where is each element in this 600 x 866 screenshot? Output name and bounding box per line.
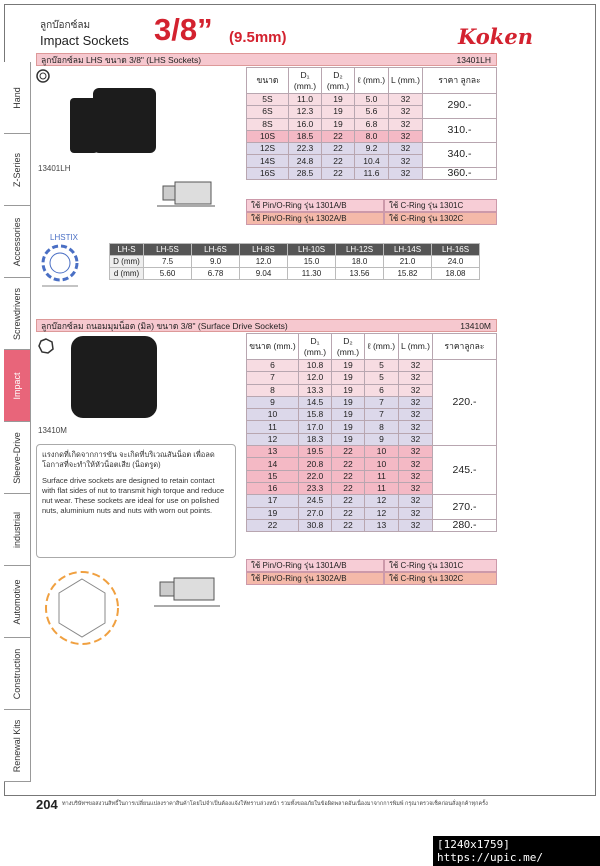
table-cell: 15.82 [384, 268, 432, 280]
table-cell: 10 [247, 409, 299, 421]
table-cell: 32 [399, 495, 433, 507]
s2-h3: ℓ (mm.) [365, 334, 399, 360]
table-cell: Accessories [12, 217, 22, 266]
table-cell: 5 [365, 372, 399, 384]
table-cell: industrial [12, 511, 22, 548]
table-cell: LH-8S [240, 244, 288, 256]
table-cell: 9.2 [355, 143, 389, 155]
table-cell: LH-6S [192, 244, 240, 256]
table-cell: 5.60 [144, 268, 192, 280]
section1-code: 13401LH [456, 55, 491, 65]
s2-h2: D₂ (mm.) [332, 334, 365, 360]
table-cell: 32 [389, 106, 423, 118]
price: 280.- [433, 519, 497, 531]
table-cell: 7 [247, 372, 299, 384]
table-cell: 24.8 [289, 155, 322, 167]
side-tab-impact[interactable] [4, 350, 31, 422]
header-title-th: ลูกบ๊อกซ์ลม [40, 20, 91, 31]
side-tab-accessories[interactable] [4, 206, 31, 278]
price: 310.- [423, 118, 497, 143]
footer-disclaimer: ทางบริษัทฯขอสงวนสิทธิ์ในการเปลี่ยนแปลงราคาสินค้าโดยไม่จำเป็นต้องแจ้งให้ทราบล่วงหน้า รวมทั้งขออภัยในข้อผิดพลาดอันเนื่องมาจากการพิมพ์ กรุณาตรวจเช็คก่อนสั่งลูกค้าทุกครั้ง [62, 801, 488, 807]
s1-h2: D₂ (mm.) [322, 68, 355, 94]
resolution-watermark: [1240x1759] https://upic.me/ [433, 836, 600, 866]
table-cell: 14S [247, 155, 289, 167]
table-cell: 22 [332, 458, 365, 470]
table-cell: 22 [332, 482, 365, 494]
price: 220.- [433, 360, 497, 446]
lhs-profile-icon [36, 68, 50, 84]
table-cell: 11.6 [355, 167, 389, 179]
side-tab-automotive[interactable] [4, 566, 31, 638]
table-row [247, 519, 497, 531]
table-cell: 32 [399, 507, 433, 519]
s1-h3: ℓ (mm.) [355, 68, 389, 94]
table-cell: 10S [247, 130, 289, 142]
surface-drive-profile-icon [37, 337, 55, 355]
table-cell: LH-10S [288, 244, 336, 256]
price: 245.- [433, 446, 497, 495]
s2-note-1: ใช้ C-Ring รุ่น 1301C [384, 559, 497, 572]
section1-title: ลูกบ๊อกซ์ลม LHS ขนาด 3/8" (LHS Sockets) [41, 55, 202, 65]
header-title-en: Impact Sockets [40, 33, 129, 48]
table-cell: Sleeve-Drive [12, 431, 22, 484]
table-cell: 22.0 [299, 470, 332, 482]
s1-note-3: ใช้ C-Ring รุ่น 1302C [384, 212, 497, 225]
table-cell: 12.3 [289, 106, 322, 118]
table-cell: 32 [389, 130, 423, 142]
section2-code: 13410M [460, 321, 491, 331]
table-cell: 8.0 [355, 130, 389, 142]
table-cell: 27.0 [299, 507, 332, 519]
table-row [247, 143, 497, 155]
table-cell: 32 [399, 396, 433, 408]
table-cell: 32 [389, 143, 423, 155]
table-cell: Screwdrivers [12, 287, 22, 340]
section2-table [246, 333, 497, 532]
price: 270.- [433, 495, 497, 520]
table-cell: 19 [322, 118, 355, 130]
table-cell: Z-Series [12, 152, 22, 187]
table-cell: 6S [247, 106, 289, 118]
lhs-socket-image [93, 88, 156, 153]
table-cell: 23.3 [299, 482, 332, 494]
table-cell: 12.0 [240, 256, 288, 268]
page-number: 204 [36, 797, 58, 812]
table-cell: Impact [12, 371, 22, 400]
table-cell: 22 [322, 167, 355, 179]
section1-bar [36, 53, 497, 66]
table-cell: LH-5S [144, 244, 192, 256]
table-cell: 10.4 [355, 155, 389, 167]
table-cell: 32 [399, 446, 433, 458]
side-tab-construction[interactable] [4, 638, 31, 710]
lhstix-profile-icon [38, 241, 86, 293]
description-th: แรงกดที่เกิดจากการขัน จะเกิดที่บริเวณสันน็อต เพื่อลดโอกาสที่จะทำให้หัวน็อตเสีย (น็อตรูด) [42, 450, 215, 469]
table-cell: 32 [399, 519, 433, 531]
table-cell: 12S [247, 143, 289, 155]
side-tab-renewal-kits[interactable] [4, 710, 31, 782]
brand-logo: Koken [458, 24, 533, 49]
table-cell: 22 [332, 446, 365, 458]
side-tab-screwdrivers[interactable] [4, 278, 31, 350]
table-cell: 22 [332, 519, 365, 531]
lhstix-table [109, 243, 480, 280]
table-cell: 8S [247, 118, 289, 130]
table-cell: 19 [322, 106, 355, 118]
table-row [247, 94, 497, 106]
table-cell: 19 [332, 421, 365, 433]
table-cell: 10 [365, 446, 399, 458]
table-cell: 18.0 [336, 256, 384, 268]
table-cell: 21.0 [384, 256, 432, 268]
table-cell: 16 [247, 482, 299, 494]
table-cell: 30.8 [299, 519, 332, 531]
s2-note-0: ใช้ Pin/O-Ring รุ่น 1301A/B [246, 559, 384, 572]
table-cell: 13.56 [336, 268, 384, 280]
s1-h0: ขนาด [247, 68, 289, 94]
table-cell: 32 [399, 384, 433, 396]
description-en: Surface drive sockets are designed to retain contact with flat sides of nut to transmit high torque and reduce nut wear. These sockets are ideal for use on polished nuts, aluminium nuts and nuts with worn out points. [42, 476, 225, 515]
table-cell: 14 [247, 458, 299, 470]
table-row [247, 118, 497, 130]
table-cell: 18.08 [432, 268, 480, 280]
table-cell: 7.5 [144, 256, 192, 268]
s2-h4: L (mm.) [399, 334, 433, 360]
table-cell: 5.0 [355, 94, 389, 106]
lhstix-label: LHSTIX [50, 233, 79, 242]
table-cell: 6 [365, 384, 399, 396]
table-cell: 15 [247, 470, 299, 482]
price: 360.- [423, 167, 497, 179]
table-cell: 19 [322, 94, 355, 106]
table-cell: 17 [247, 495, 299, 507]
side-tab-z-series[interactable] [4, 134, 31, 206]
table-cell: 13 [247, 446, 299, 458]
table-cell: 32 [389, 167, 423, 179]
section1-image-label: 13401LH [38, 164, 71, 173]
table-cell: 11 [365, 482, 399, 494]
table-cell: 12.0 [299, 372, 332, 384]
table-cell: 24.0 [432, 256, 480, 268]
table-cell: 32 [399, 421, 433, 433]
table-cell: 22 [322, 143, 355, 155]
table-cell: 32 [389, 94, 423, 106]
table-cell: 32 [399, 470, 433, 482]
table-cell: 12 [365, 507, 399, 519]
table-cell: 32 [389, 118, 423, 130]
table-cell: 11.30 [288, 268, 336, 280]
table-cell: 7 [365, 396, 399, 408]
table-cell: 32 [399, 360, 433, 372]
table-cell: 17.0 [299, 421, 332, 433]
table-row [247, 495, 497, 507]
table-cell: 11 [365, 470, 399, 482]
s2-note-2: ใช้ Pin/O-Ring รุ่น 1302A/B [246, 572, 384, 585]
table-cell: 24.5 [299, 495, 332, 507]
s1-h1: D₁ (mm.) [289, 68, 322, 94]
price: 290.- [423, 94, 497, 119]
table-cell: 8 [365, 421, 399, 433]
lhs-socket-diagram [155, 176, 225, 212]
table-cell: 19 [332, 372, 365, 384]
table-cell: 22 [332, 495, 365, 507]
table-cell: 19 [332, 433, 365, 445]
table-cell: LH-12S [336, 244, 384, 256]
s1-note-2: ใช้ Pin/O-Ring รุ่น 1302A/B [246, 212, 384, 225]
table-cell: 22 [332, 470, 365, 482]
table-cell: 15.0 [288, 256, 336, 268]
description-box [36, 444, 236, 558]
table-cell: 32 [389, 155, 423, 167]
lhs-socket-image-front [70, 98, 98, 153]
s1-note-0: ใช้ Pin/O-Ring รุ่น 1301A/B [246, 199, 384, 212]
table-cell: 12 [365, 495, 399, 507]
table-cell: 7 [365, 409, 399, 421]
table-cell: 11 [247, 421, 299, 433]
section2-image-label: 13410M [38, 426, 67, 435]
table-cell: 32 [399, 458, 433, 470]
table-cell: 32 [399, 482, 433, 494]
table-cell: LH-S [110, 244, 144, 256]
s1-h4: L (mm.) [389, 68, 423, 94]
table-cell: 19 [247, 507, 299, 519]
table-cell: 10.8 [299, 360, 332, 372]
table-cell: 22 [322, 155, 355, 167]
s2-h0: ขนาด (mm.) [247, 334, 299, 360]
section2-title: ลูกบ๊อกซ์ลม ถนอมมุมน็อต (มิล) ขนาด 3/8" (Surface Drive Sockets) [41, 321, 288, 331]
s1-h5: ราคา ลูกละ [423, 68, 497, 94]
side-tab-hand[interactable] [4, 62, 31, 134]
table-cell: 16.0 [289, 118, 322, 130]
table-cell: 9 [247, 396, 299, 408]
table-cell: 16S [247, 167, 289, 179]
section1-table [246, 67, 497, 180]
s2-h1: D₁ (mm.) [299, 334, 332, 360]
side-tabs [4, 62, 31, 782]
table-cell: d (mm) [110, 268, 144, 280]
table-cell: Construction [12, 648, 22, 699]
table-cell: 9.04 [240, 268, 288, 280]
table-cell: LH-14S [384, 244, 432, 256]
table-cell: LH-16S [432, 244, 480, 256]
section2-bar [36, 319, 497, 332]
price: 340.- [423, 143, 497, 168]
surface-drive-socket-diagram [150, 572, 230, 612]
table-cell: 19.5 [299, 446, 332, 458]
header-size: 3/8” [154, 12, 213, 47]
table-row [110, 244, 480, 256]
table-row [110, 256, 480, 268]
table-row [110, 268, 480, 280]
table-cell: 10 [365, 458, 399, 470]
table-cell: 22 [247, 519, 299, 531]
table-cell: 9.0 [192, 256, 240, 268]
s2-note-3: ใช้ C-Ring รุ่น 1302C [384, 572, 497, 585]
table-cell: 9 [365, 433, 399, 445]
table-cell: 13 [365, 519, 399, 531]
table-cell: 28.5 [289, 167, 322, 179]
s1-note-1: ใช้ C-Ring รุ่น 1301C [384, 199, 497, 212]
table-cell: 19 [332, 360, 365, 372]
surface-drive-socket-image [71, 336, 157, 418]
surface-drive-profile-diagram [39, 565, 125, 651]
table-cell: 13.3 [299, 384, 332, 396]
table-cell: 12 [247, 433, 299, 445]
table-cell: 19 [332, 409, 365, 421]
table-cell: 6.8 [355, 118, 389, 130]
table-cell: Renewal Kits [12, 719, 22, 772]
table-row [247, 360, 497, 372]
table-cell: 8 [247, 384, 299, 396]
side-tab-sleeve-drive[interactable] [4, 422, 31, 494]
table-row [247, 446, 497, 458]
table-cell: 18.3 [299, 433, 332, 445]
table-cell: 20.8 [299, 458, 332, 470]
table-cell: 6 [247, 360, 299, 372]
table-cell: 32 [399, 409, 433, 421]
table-cell: D (mm) [110, 256, 144, 268]
table-cell: 6.78 [192, 268, 240, 280]
table-row [247, 167, 497, 179]
table-cell: 19 [332, 396, 365, 408]
side-tab-industrial[interactable] [4, 494, 31, 566]
table-cell: 18.5 [289, 130, 322, 142]
table-cell: 5.6 [355, 106, 389, 118]
table-cell: Automotive [12, 578, 22, 625]
table-cell: 32 [399, 372, 433, 384]
table-cell: 11.0 [289, 94, 322, 106]
table-cell: 22.3 [289, 143, 322, 155]
table-cell: 22 [322, 130, 355, 142]
table-cell: 5 [365, 360, 399, 372]
table-cell: 19 [332, 384, 365, 396]
header-size-mm: (9.5mm) [229, 29, 287, 46]
table-cell: Hand [12, 86, 22, 109]
table-cell: 5S [247, 94, 289, 106]
table-cell: 14.5 [299, 396, 332, 408]
table-cell: 22 [332, 507, 365, 519]
table-cell: 32 [399, 433, 433, 445]
s2-h5: ราคาลูกละ [433, 334, 497, 360]
table-cell: 15.8 [299, 409, 332, 421]
